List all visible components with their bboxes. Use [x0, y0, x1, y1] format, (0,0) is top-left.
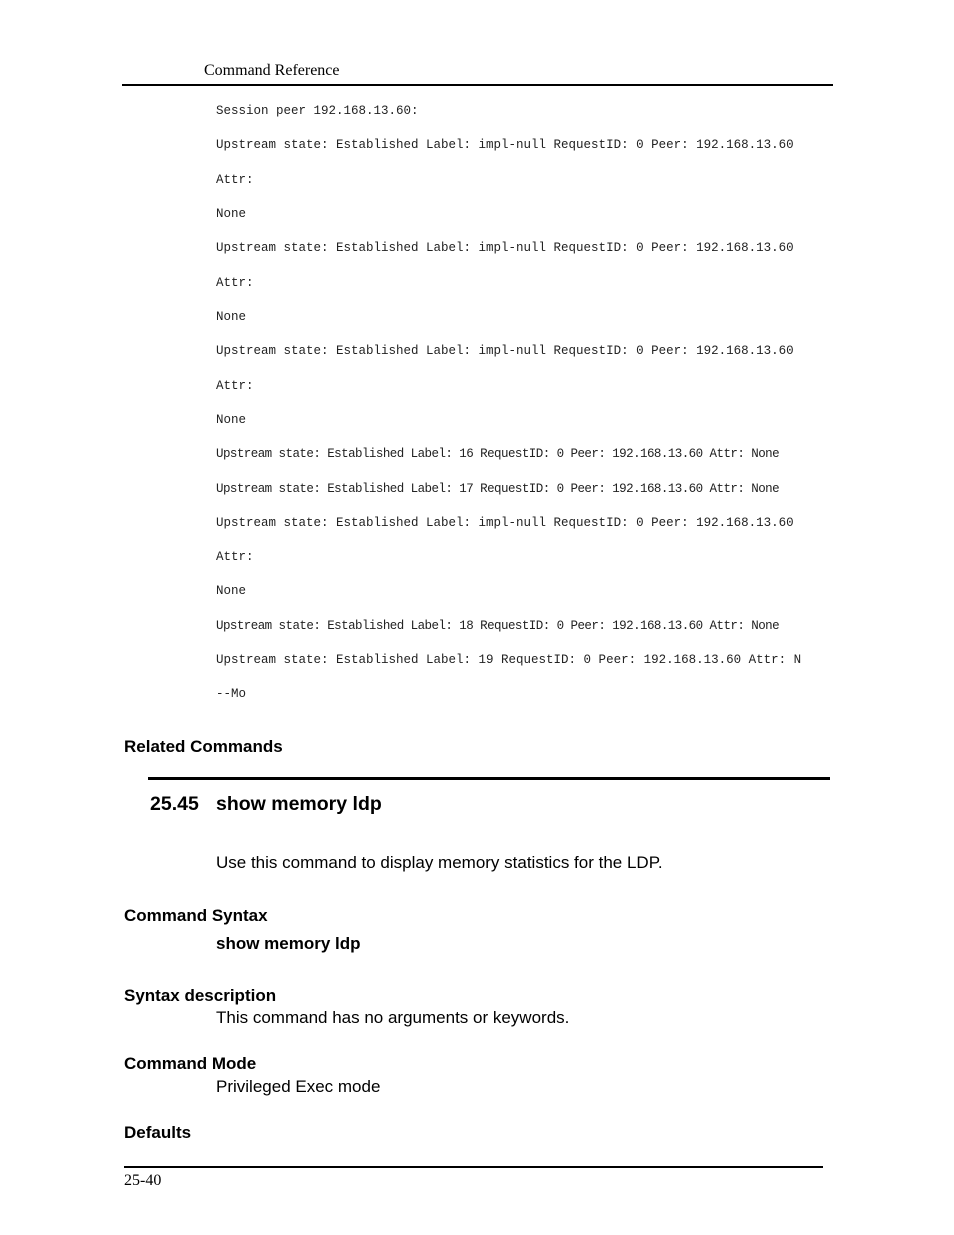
page-number: 25-40 — [124, 1172, 162, 1189]
output-line: None — [216, 310, 247, 324]
output-line: Upstream state: Established Label: 16 RequestID: 0 Peer: 192.168.13.60 Attr: None — [216, 447, 780, 461]
defaults-heading: Defaults — [124, 1123, 192, 1142]
related-commands-heading: Related Commands — [124, 737, 283, 756]
output-line: Upstream state: Established Label: 17 RequestID: 0 Peer: 192.168.13.60 Attr: None — [216, 482, 780, 496]
section-rule — [148, 777, 830, 780]
output-line: None — [216, 207, 247, 221]
output-line: Upstream state: Established Label: impl-null RequestID: 0 Peer: 192.168.13.60 — [216, 344, 794, 358]
output-line: Upstream state: Established Label: 18 RequestID: 0 Peer: 192.168.13.60 Attr: None — [216, 619, 780, 633]
output-line: Session peer 192.168.13.60: — [216, 104, 419, 118]
section-name: show memory ldp — [216, 793, 382, 815]
command-mode-heading: Command Mode — [124, 1054, 257, 1073]
output-line: --Mo — [216, 687, 247, 701]
header-title: Command Reference — [204, 62, 340, 79]
output-line: None — [216, 584, 247, 598]
output-line: Upstream state: Established Label: 19 RequestID: 0 Peer: 192.168.13.60 Attr: N — [216, 653, 802, 667]
section-description: Use this command to display memory statistics for the LDP. — [216, 853, 663, 872]
section-number: 25.45 — [150, 793, 199, 815]
footer-rule — [124, 1166, 823, 1168]
output-line: Attr: — [216, 379, 254, 393]
section-title — [150, 793, 382, 816]
command-syntax-text: show memory ldp — [216, 934, 361, 953]
output-line: Attr: — [216, 173, 254, 187]
command-mode-text: Privileged Exec mode — [216, 1077, 381, 1096]
output-line: Upstream state: Established Label: impl-null RequestID: 0 Peer: 192.168.13.60 — [216, 241, 794, 255]
header-rule — [122, 84, 833, 86]
output-line: Attr: — [216, 550, 254, 564]
output-line: Upstream state: Established Label: impl-null RequestID: 0 Peer: 192.168.13.60 — [216, 138, 794, 152]
command-syntax-heading: Command Syntax — [124, 906, 268, 925]
syntax-description-heading: Syntax description — [124, 986, 277, 1005]
output-line: Attr: — [216, 276, 254, 290]
syntax-description-text: This command has no arguments or keywords. — [216, 1008, 570, 1027]
output-line: None — [216, 413, 247, 427]
output-line: Upstream state: Established Label: impl-null RequestID: 0 Peer: 192.168.13.60 — [216, 516, 794, 530]
